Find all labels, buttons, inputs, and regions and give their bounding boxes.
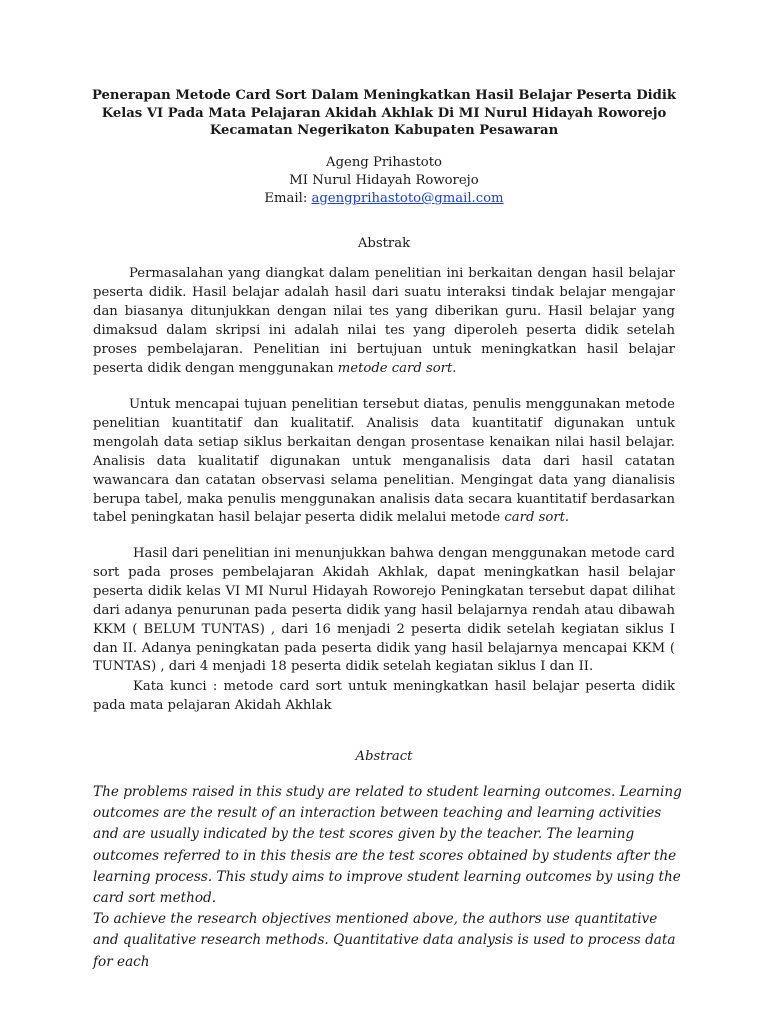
author-email-line	[90, 190, 678, 208]
abstrak-paragraph-1	[93, 265, 675, 378]
abstrak-p2-text: Untuk mencapai tujuan penelitian tersebut diatas, penulis menggunakan metode penelitian kuantitatif dan kualitatif. Analisis data kuantitatif digunakan untuk mengolah data setiap siklus berkaitan dengan prosentase kenaikan nilai hasil belajar. Analisis data kualitatif digunakan untuk menganalisis data dari hasil catatan wawancara dan catatan observasi selama penelitian. Mengingat data yang dianalisis berupa tabel, maka penulis menggunakan analisis data secara kuantitatif berdasarkan tabel peningkatan hasil belajar peserta didik melalui metode	[93, 397, 675, 526]
author-block	[90, 154, 678, 208]
paper-title: Penerapan Metode Card Sort Dalam Meningkatkan Hasil Belajar Peserta Didik Kelas VI Pada Mata Pelajaran Akidah Akhlak Di MI Nurul Hidayah Roworejo Kecamatan Negerikaton Kabupaten Pesawaran	[91, 88, 677, 138]
keywords: Kata kunci : metode card sort untuk meningkatkan hasil belajar peserta didik pada mata pelajaran Akidah Akhlak	[93, 679, 675, 713]
author-name: Ageng Prihastoto	[326, 155, 442, 170]
abstract-heading: Abstract	[355, 749, 413, 764]
abstract-paragraph-2: To achieve the research objectives mentioned above, the authors use quantitative and qualitative research methods. Quantitative data analysis is used to process data for each	[93, 911, 676, 970]
abstrak-p2-emphasis: card sort.	[504, 510, 570, 526]
abstrak-paragraph-2	[93, 396, 675, 528]
abstrak-heading: Abstrak	[357, 236, 411, 251]
abstrak-p1-emphasis: metode card sort.	[337, 360, 457, 376]
abstract-paragraph-1: The problems raised in this study are related to student learning outcomes. Learning outcomes are the result of an interaction between teaching and learning activities and are usually indicated by the test scores given by the teacher. The learning outcomes referred to in this thesis are the test scores obtained by students after the learning process. This study aims to improve student learning outcomes by using the card sort method.	[93, 784, 682, 907]
email-label: Email:	[264, 191, 312, 206]
abstrak-p1-text: Permasalahan yang diangkat dalam penelitian ini berkaitan dengan hasil belajar peserta didik. Hasil belajar adalah hasil dari suatu interaksi tindak belajar mengajar dan biasanya ditunjukkan dengan nilai tes yang diberikan guru. Hasil belajar yang dimaksud dalam skripsi ini adalah nilai tes yang diperoleh peserta didik setelah proses pembelajaran. Penelitian ini bertujuan untuk meningkatkan hasil belajar peserta didik dengan menggunakan	[93, 266, 675, 376]
abstract-body	[93, 782, 683, 973]
author-affiliation: MI Nurul Hidayah Roworejo	[289, 173, 479, 188]
email-link[interactable]: agengprihastoto@gmail.com	[311, 191, 504, 206]
abstrak-paragraph-3: Hasil dari penelitian ini menunjukkan bahwa dengan menggunakan metode card sort pada proses pembelajaran Akidah Akhlak, dapat meningkatkan hasil belajar peserta didik kelas VI MI Nurul Hidayah Roworejo Peningkatan tersebut dapat dilihat dari adanya penurunan pada peserta didik yang hasil belajarnya rendah atau dibawah KKM ( BELUM TUNTAS) , dari 16 menjadi 2 peserta didik setelah kegiatan siklus I dan II. Adanya peningkatan pada peserta didik yang hasil belajarnya mencapai KKM ( TUNTAS) , dari 4 menjadi 18 peserta didik setelah kegiatan siklus I dan II.	[93, 546, 675, 675]
